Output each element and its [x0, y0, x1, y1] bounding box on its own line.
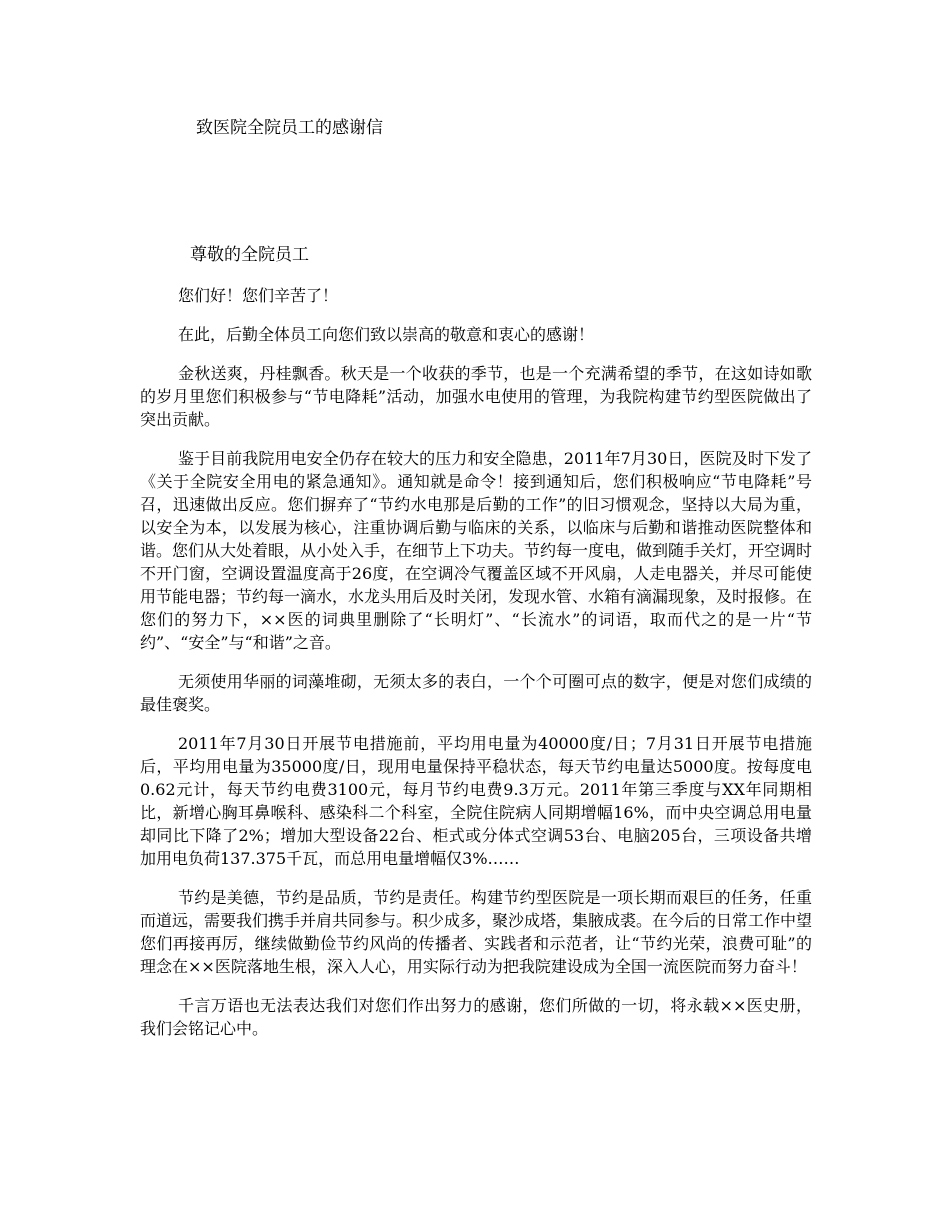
paragraph: 您们好！您们辛苦了！ — [178, 286, 339, 305]
paragraph: 金秋送爽，丹桂飘香。秋天是一个收获的季节，也是一个充满希望的季节，在这如诗如歌的岁月里您们积极参与“节电降耗”活动，加强水电使用的管理，为我院构建节约型医院做出了突出贡献。 — [140, 364, 812, 429]
paragraph: 无须使用华丽的词藻堆砌，无须太多的表白，一个个可圈可点的数字，便是对您们成绩的最佳褒奖。 — [140, 672, 812, 714]
paragraph: 2011年7月30日开展节电措施前，平均用电量为40000度/日；7月31日开展节电措施后，平均用电量为35000度/日，现用电量保持平稳状态，每天节约电量达5000度。按每度电0.62元计，每天节约电费3100元，每月节约电费9.3万元。2011年第三季度与XX年同期相比，新增心胸耳鼻喉科、感染科二个科室，全院住院病人同期增幅16%，而中央空调总用电量却同比下降了2%；增加大型设备22台、柜式或分体式空调53台、电脑205台，三项设备共增加用电负荷137.375千瓦，而总用电量增幅仅3%…… — [140, 734, 812, 868]
letter-body — [140, 284, 812, 1056]
paragraph: 鉴于目前我院用电安全仍存在较大的压力和安全隐患，2011年7月30日，医院及时下发了《关于全院安全用电的紧急通知》。通知就是命令！接到通知后，您们积极响应“节电降耗”号召，迅速做出反应。您们摒弃了“节约水电那是后勤的工作”的旧习惯观念，坚持以大局为重，以安全为本，以发展为核心，注重协调后勤与临床的关系，以临床与后勤和谐推动医院整体和谐。您们从大处着眼，从小处入手，在细节上下功夫。节约每一度电，做到随手关灯，开空调时不开门窗，空调设置温度高于26度，在空调冷气覆盖区域不开风扇，人走电器关，并尽可能使用节能电器；节约每一滴水，水龙头用后及时关闭，发现水管、水箱有滴漏现象，及时报修。在您们的努力下，××医的词典里删除了“长明灯”、“长流水”的词语，取而代之的是一片“节约”、“安全”与“和谐”之音。 — [140, 449, 813, 652]
letter-title: 致医院全院员工的感谢信 — [196, 118, 383, 138]
paragraph: 节约是美德，节约是品质，节约是责任。构建节约型医院是一项长期而艰巨的任务，任重而道远，需要我们携手并肩共同参与。积少成多，聚沙成塔，集腋成裘。在今后的日常工作中望您们再接再厉，继续做勤俭节约风尚的传播者、实践者和示范者，让“节约光荣，浪费可耻”的理念在××医院落地生根，深入人心，用实际行动为把我院建设成为全国一流医院而努力奋斗！ — [140, 888, 813, 976]
paragraph: 在此，后勤全体员工向您们致以崇高的敬意和衷心的感谢！ — [178, 325, 595, 344]
salutation: 尊敬的全院员工 — [190, 245, 309, 265]
paragraph: 千言万语也无法表达我们对您们作出努力的感谢，您们所做的一切，将永载××医史册，我们会铭记心中。 — [140, 996, 812, 1038]
